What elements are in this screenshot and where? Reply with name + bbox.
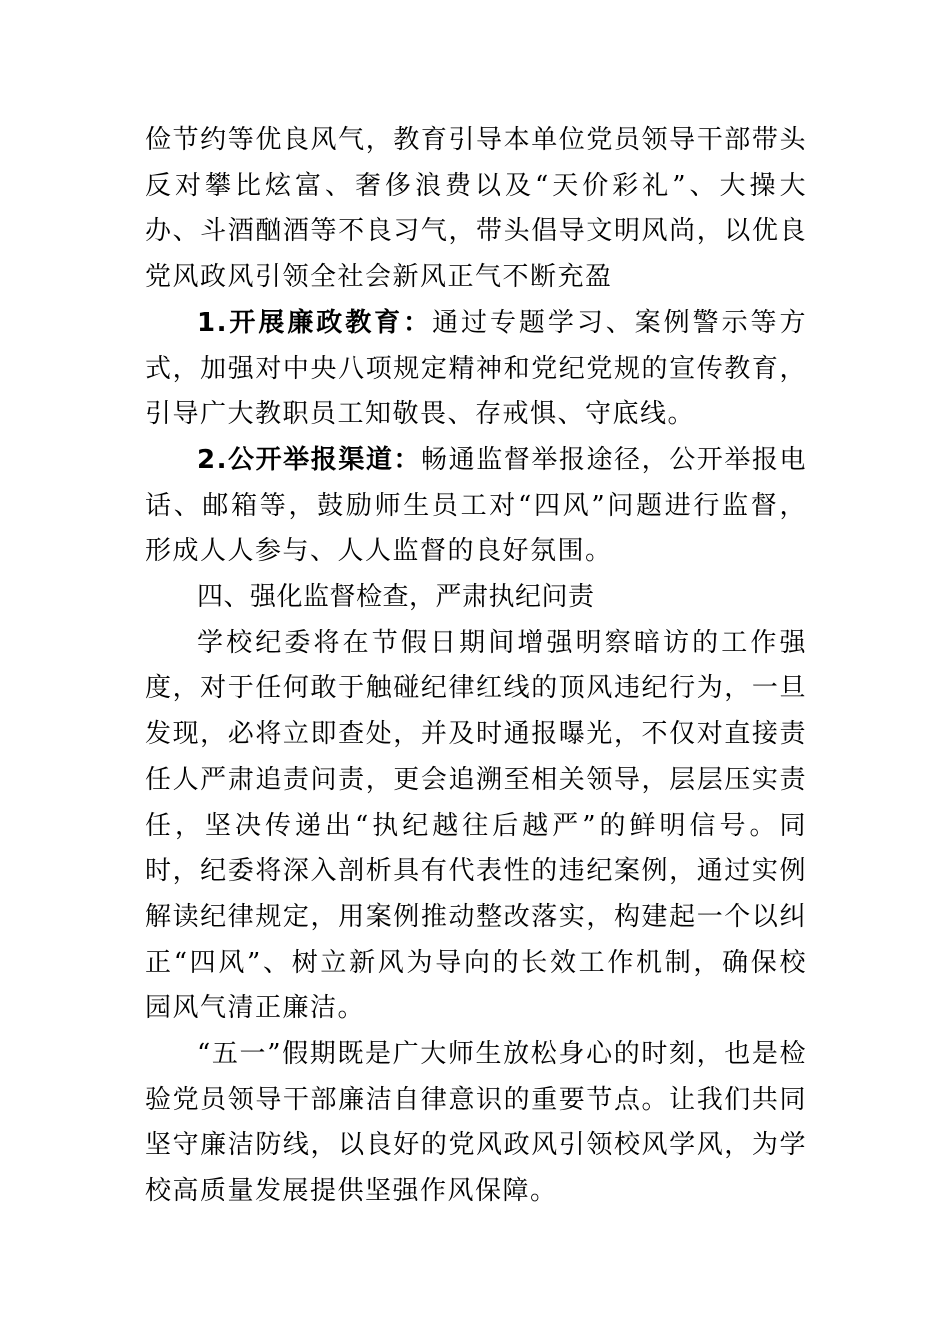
paragraph-conclusion: [145, 1032, 807, 1215]
paragraph-text: “五一”假期既是广大师生放松身心的时刻，也是检验党员领导干部廉洁自律意识的重要节点。让我们共同坚守廉洁防线，以良好的党风政风引领校风学风，为学校高质量发展提供坚强作风保障。: [145, 1039, 807, 1207]
list-item-report-channels: [145, 438, 807, 575]
list-item-text: 畅通监督举报途径，公开举报电话、邮箱等，鼓励师生员工对“四风”问题进行监督，形成人人参与、人人监督的良好氛围。: [145, 444, 807, 567]
paragraph-continuation: [145, 118, 807, 301]
list-item-integrity-education: [145, 301, 807, 438]
document-page: [145, 118, 807, 1215]
paragraph-supervision: [145, 621, 807, 1032]
section-heading-text: 四、强化监督检查，严肃执纪问责: [197, 582, 595, 613]
paragraph-text: 俭节约等优良风气，教育引导本单位党员领导干部带头反对攀比炫富、奢侈浪费以及“天价彩礼”、大操大办、斗酒酗酒等不良习气，带头倡导文明风尚，以优良党风政风引领全社会新风正气不断充盈: [145, 125, 807, 293]
section-heading: [145, 575, 807, 621]
list-item-lead: 1.开展廉政教育：: [197, 307, 433, 338]
paragraph-text: 学校纪委将在节假日期间增强明察暗访的工作强度，对于任何敢于触碰纪律红线的顶风违纪行为，一旦发现，必将立即查处，并及时通报曝光，不仅对直接责任人严肃追责问责，更会追溯至相关领导，层层压实责任，坚决传递出“执纪越往后越严”的鲜明信号。同时，纪委将深入剖析具有代表性的违纪案例，通过实例解读纪律规定，用案例推动整改落实，构建起一个以纠正“四风”、树立新风为导向的长效工作机制，确保校园风气清正廉洁。: [145, 627, 807, 1024]
list-item-lead: 2.公开举报渠道：: [197, 444, 422, 475]
list-item-text: 通过专题学习、案例警示等方式，加强对中央八项规定精神和党纪党规的宣传教育，引导广大教职员工知敬畏、存戒惧、守底线。: [145, 307, 807, 430]
